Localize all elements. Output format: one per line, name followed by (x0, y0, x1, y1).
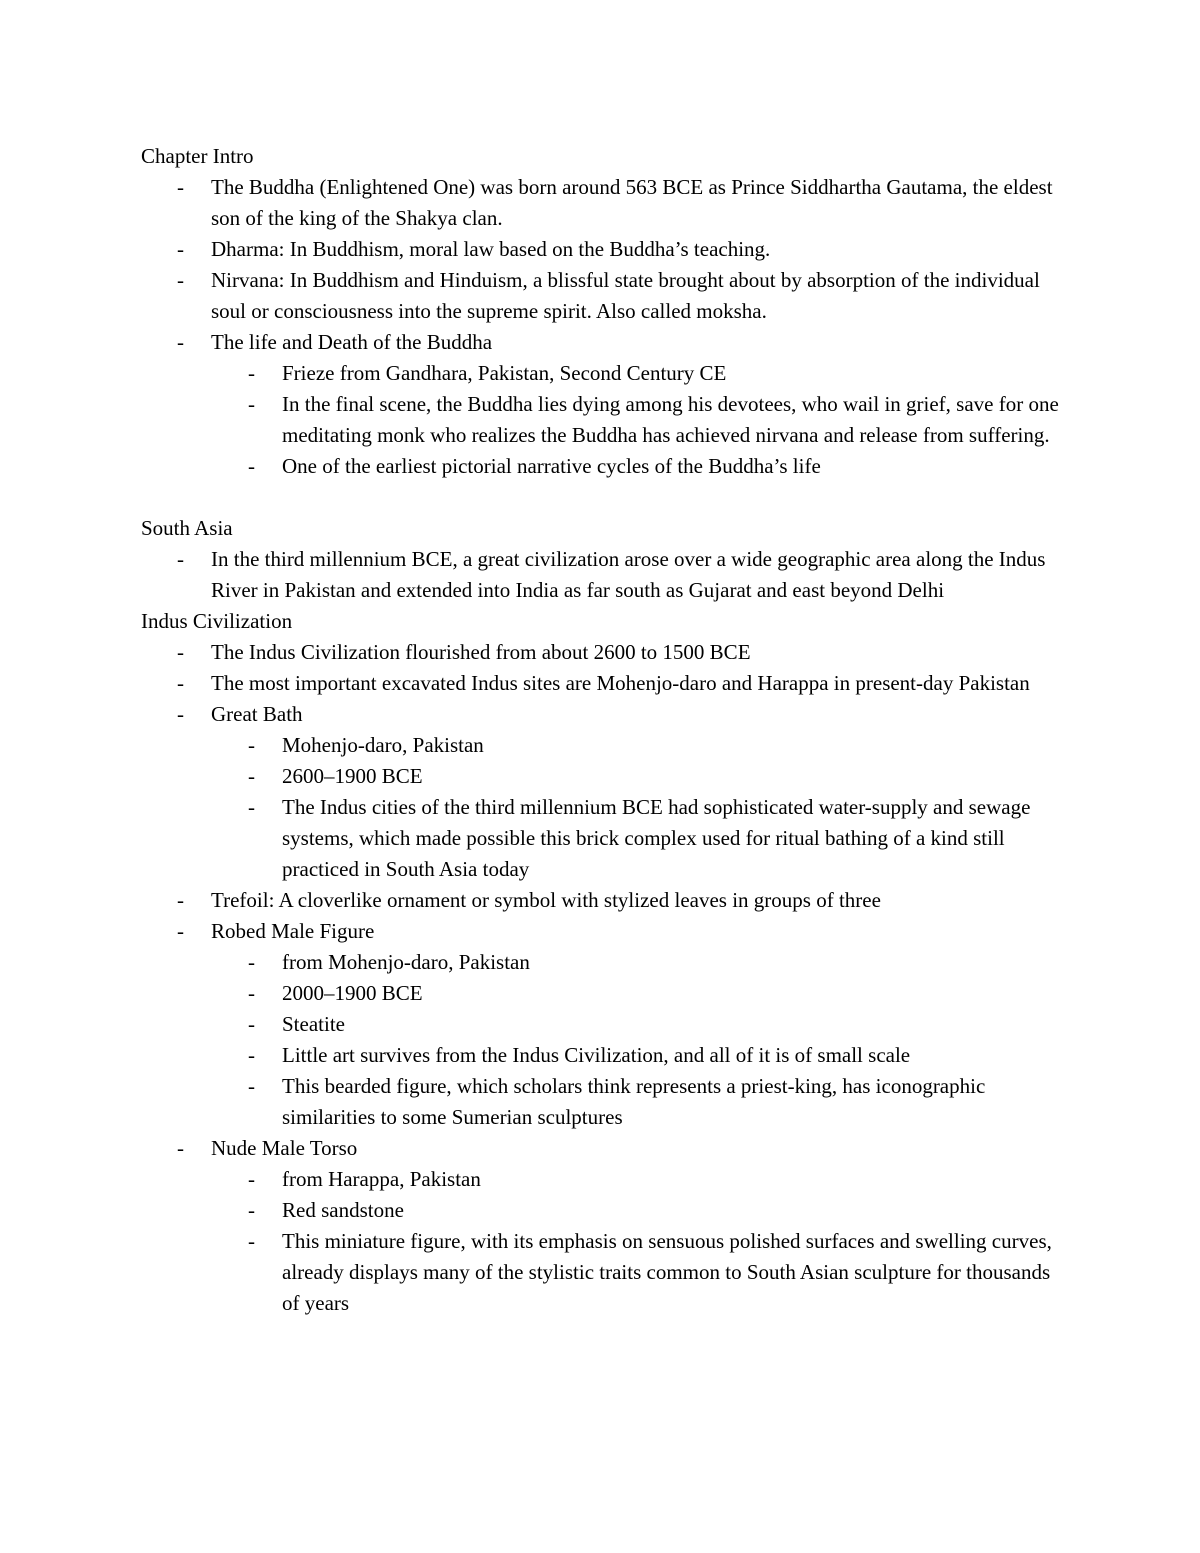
list-item-text: Nude Male Torso (211, 1136, 358, 1160)
bullet-dash: - (248, 1167, 255, 1191)
sub-list-item-text: The Indus cities of the third millennium BCE had sophisticated water-supply and sewage systems, which made possible this brick complex used for ritual bathing of a kind still practiced in South Asia today (282, 795, 1031, 881)
sub-list-item-text: One of the earliest pictorial narrative cycles of the Buddha’s life (282, 454, 821, 478)
sub-list-item-text: In the final scene, the Buddha lies dying among his devotees, who wail in grief, save for one meditating monk who realizes the Buddha has achieved nirvana and release from suffering. (282, 392, 1059, 447)
sub-list-item (141, 947, 1061, 978)
list-item (141, 1133, 1061, 1164)
sub-list-item (141, 389, 1061, 451)
sub-list-item (141, 978, 1061, 1009)
list-item (141, 637, 1061, 668)
list-item-text: Robed Male Figure (211, 919, 375, 943)
sub-list-item-text: from Mohenjo-daro, Pakistan (282, 950, 530, 974)
bullet-dash: - (177, 237, 184, 261)
bullet-dash: - (248, 950, 255, 974)
list-item (141, 916, 1061, 947)
sub-list-item (141, 1040, 1061, 1071)
document-body (141, 141, 1061, 1319)
bullet-dash: - (177, 330, 184, 354)
sub-list-item (141, 730, 1061, 761)
bullet-dash: - (248, 981, 255, 1005)
list-item (141, 885, 1061, 916)
bullet-dash: - (248, 1012, 255, 1036)
bullet-dash: - (177, 640, 184, 664)
bullet-dash: - (177, 919, 184, 943)
bullet-dash: - (177, 175, 184, 199)
bullet-dash: - (248, 764, 255, 788)
bullet-dash: - (248, 795, 255, 819)
sub-list-item (141, 1071, 1061, 1133)
sub-list-item (141, 1195, 1061, 1226)
sub-list-item (141, 358, 1061, 389)
sub-list-item-text: Red sandstone (282, 1198, 404, 1222)
bullet-dash: - (248, 361, 255, 385)
section-heading-indus-civilization: Indus Civilization (141, 609, 293, 633)
sub-list-item (141, 1009, 1061, 1040)
list-item-text: The Indus Civilization flourished from about 2600 to 1500 BCE (211, 640, 751, 664)
bullet-dash: - (177, 888, 184, 912)
sub-list-item (141, 1164, 1061, 1195)
list-item-text: Trefoil: A cloverlike ornament or symbol with stylized leaves in groups of three (211, 888, 881, 912)
blank-line (141, 482, 1061, 513)
list-item (141, 265, 1061, 327)
section-heading-south-asia: South Asia (141, 516, 233, 540)
bullet-dash: - (248, 454, 255, 478)
sub-list-item (141, 792, 1061, 885)
list-item-text: Nirvana: In Buddhism and Hinduism, a blissful state brought about by absorption of the individual soul or consciousness into the supreme spirit. Also called moksha. (211, 268, 1040, 323)
list-item (141, 544, 1061, 606)
list-item-text: In the third millennium BCE, a great civilization arose over a wide geographic area along the Indus River in Pakistan and extended into India as far south as Gujarat and east beyond Delhi (211, 547, 1046, 602)
list-item-text: The most important excavated Indus sites are Mohenjo-daro and Harappa in present-day Pakistan (211, 671, 1030, 695)
section-heading-chapter-intro: Chapter Intro (141, 144, 254, 168)
bullet-dash: - (248, 392, 255, 416)
list-item (141, 234, 1061, 265)
sub-list-item-text: Little art survives from the Indus Civilization, and all of it is of small scale (282, 1043, 911, 1067)
bullet-dash: - (177, 1136, 184, 1160)
bullet-dash: - (248, 1229, 255, 1253)
list-item-text: Great Bath (211, 702, 303, 726)
sub-list-item (141, 1226, 1061, 1319)
bullet-dash: - (248, 1043, 255, 1067)
bullet-dash: - (177, 268, 184, 292)
bullet-dash: - (177, 702, 184, 726)
sub-list-item (141, 761, 1061, 792)
bullet-dash: - (177, 671, 184, 695)
sub-list-item-text: This bearded figure, which scholars think represents a priest-king, has iconographic similarities to some Sumerian sculptures (282, 1074, 986, 1129)
bullet-dash: - (177, 547, 184, 571)
sub-list-item-text: This miniature figure, with its emphasis on sensuous polished surfaces and swelling curves, already displays many of the stylistic traits common to South Asian sculpture for thousands of years (282, 1229, 1052, 1315)
bullet-dash: - (248, 733, 255, 757)
list-item (141, 327, 1061, 358)
sub-list-item-text: Frieze from Gandhara, Pakistan, Second Century CE (282, 361, 727, 385)
sub-list-item-text: 2600–1900 BCE (282, 764, 423, 788)
sub-list-item-text: from Harappa, Pakistan (282, 1167, 481, 1191)
bullet-dash: - (248, 1198, 255, 1222)
list-item (141, 172, 1061, 234)
sub-list-item-text: 2000–1900 BCE (282, 981, 423, 1005)
sub-list-item-text: Steatite (282, 1012, 345, 1036)
sub-list-item (141, 451, 1061, 482)
list-item-text: Dharma: In Buddhism, moral law based on the Buddha’s teaching. (211, 237, 771, 261)
list-item (141, 668, 1061, 699)
list-item (141, 699, 1061, 730)
sub-list-item-text: Mohenjo-daro, Pakistan (282, 733, 484, 757)
list-item-text: The life and Death of the Buddha (211, 330, 493, 354)
bullet-dash: - (248, 1074, 255, 1098)
list-item-text: The Buddha (Enlightened One) was born around 563 BCE as Prince Siddhartha Gautama, the eldest son of the king of the Shakya clan. (211, 175, 1053, 230)
